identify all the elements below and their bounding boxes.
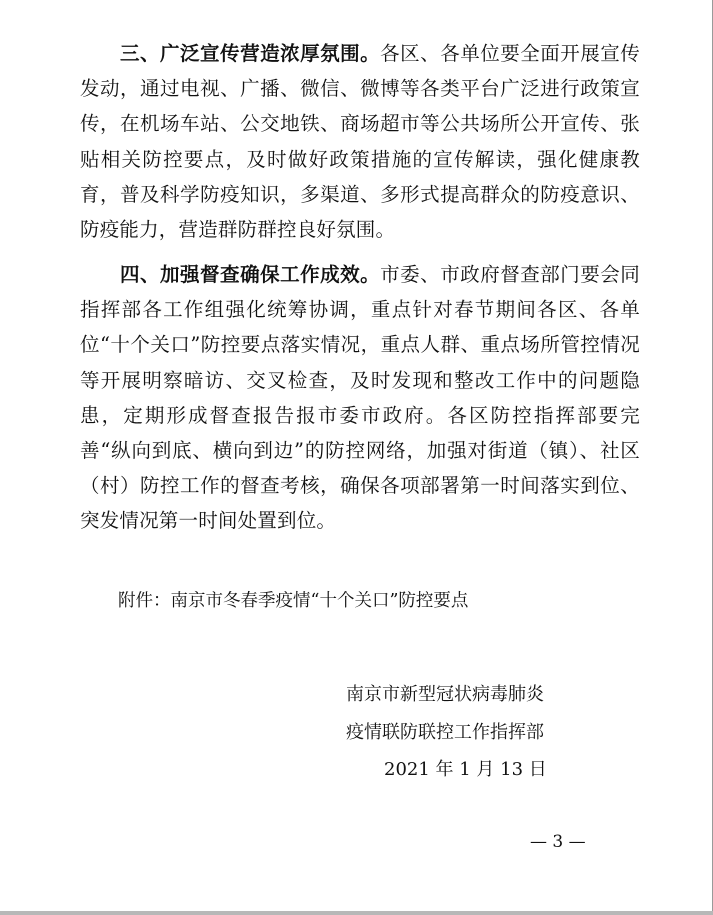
section-three: [80, 36, 640, 247]
section-three-heading: 三、广泛宣传营造浓厚氛围。: [120, 42, 381, 65]
section-four: [80, 257, 640, 539]
section-four-body: 市委、市政府督查部门要会同指挥部各工作组强化统筹协调，重点针对春节期间各区、各单位“十个关口”防控要点落实情况，重点人群、重点场所管控情况等开展明察暗访、交叉检查，及时发现和整改工作中的问题隐患，定期形成督查报告报市委市政府。各区防控指挥部要完善“纵向到底、横向到边”的防控网络，加强对街道（镇）、社区（村）防控工作的督查考核，确保各项部署第一时间落实到位、突发情况第一时间处置到位。: [80, 263, 640, 533]
attachment-line: 附件：南京市冬春季疫情“十个关口”防控要点: [118, 591, 469, 611]
signature-org-line1: 南京市新型冠状病毒肺炎: [346, 684, 544, 705]
signature-date: 2021 年 1 月 13 日: [384, 759, 547, 780]
section-four-heading: 四、加强督查确保工作成效。: [120, 263, 381, 286]
section-three-body: 各区、各单位要全面开展宣传发动，通过电视、广播、微信、微博等各类平台广泛进行政策宣传，在机场车站、公交地铁、商场超市等公共场所公开宣传、张贴相关防控要点，及时做好政策措施的宣传解读，强化健康教育，普及科学防疫知识，多渠道、多形式提高群众的防疫意识、防疫能力，营造群防群控良好氛围。: [80, 42, 640, 242]
page-number: — 3 —: [530, 832, 586, 852]
page-edge-bottom: [0, 911, 713, 915]
signature-org-line2: 疫情联防联控工作指挥部: [346, 722, 544, 743]
